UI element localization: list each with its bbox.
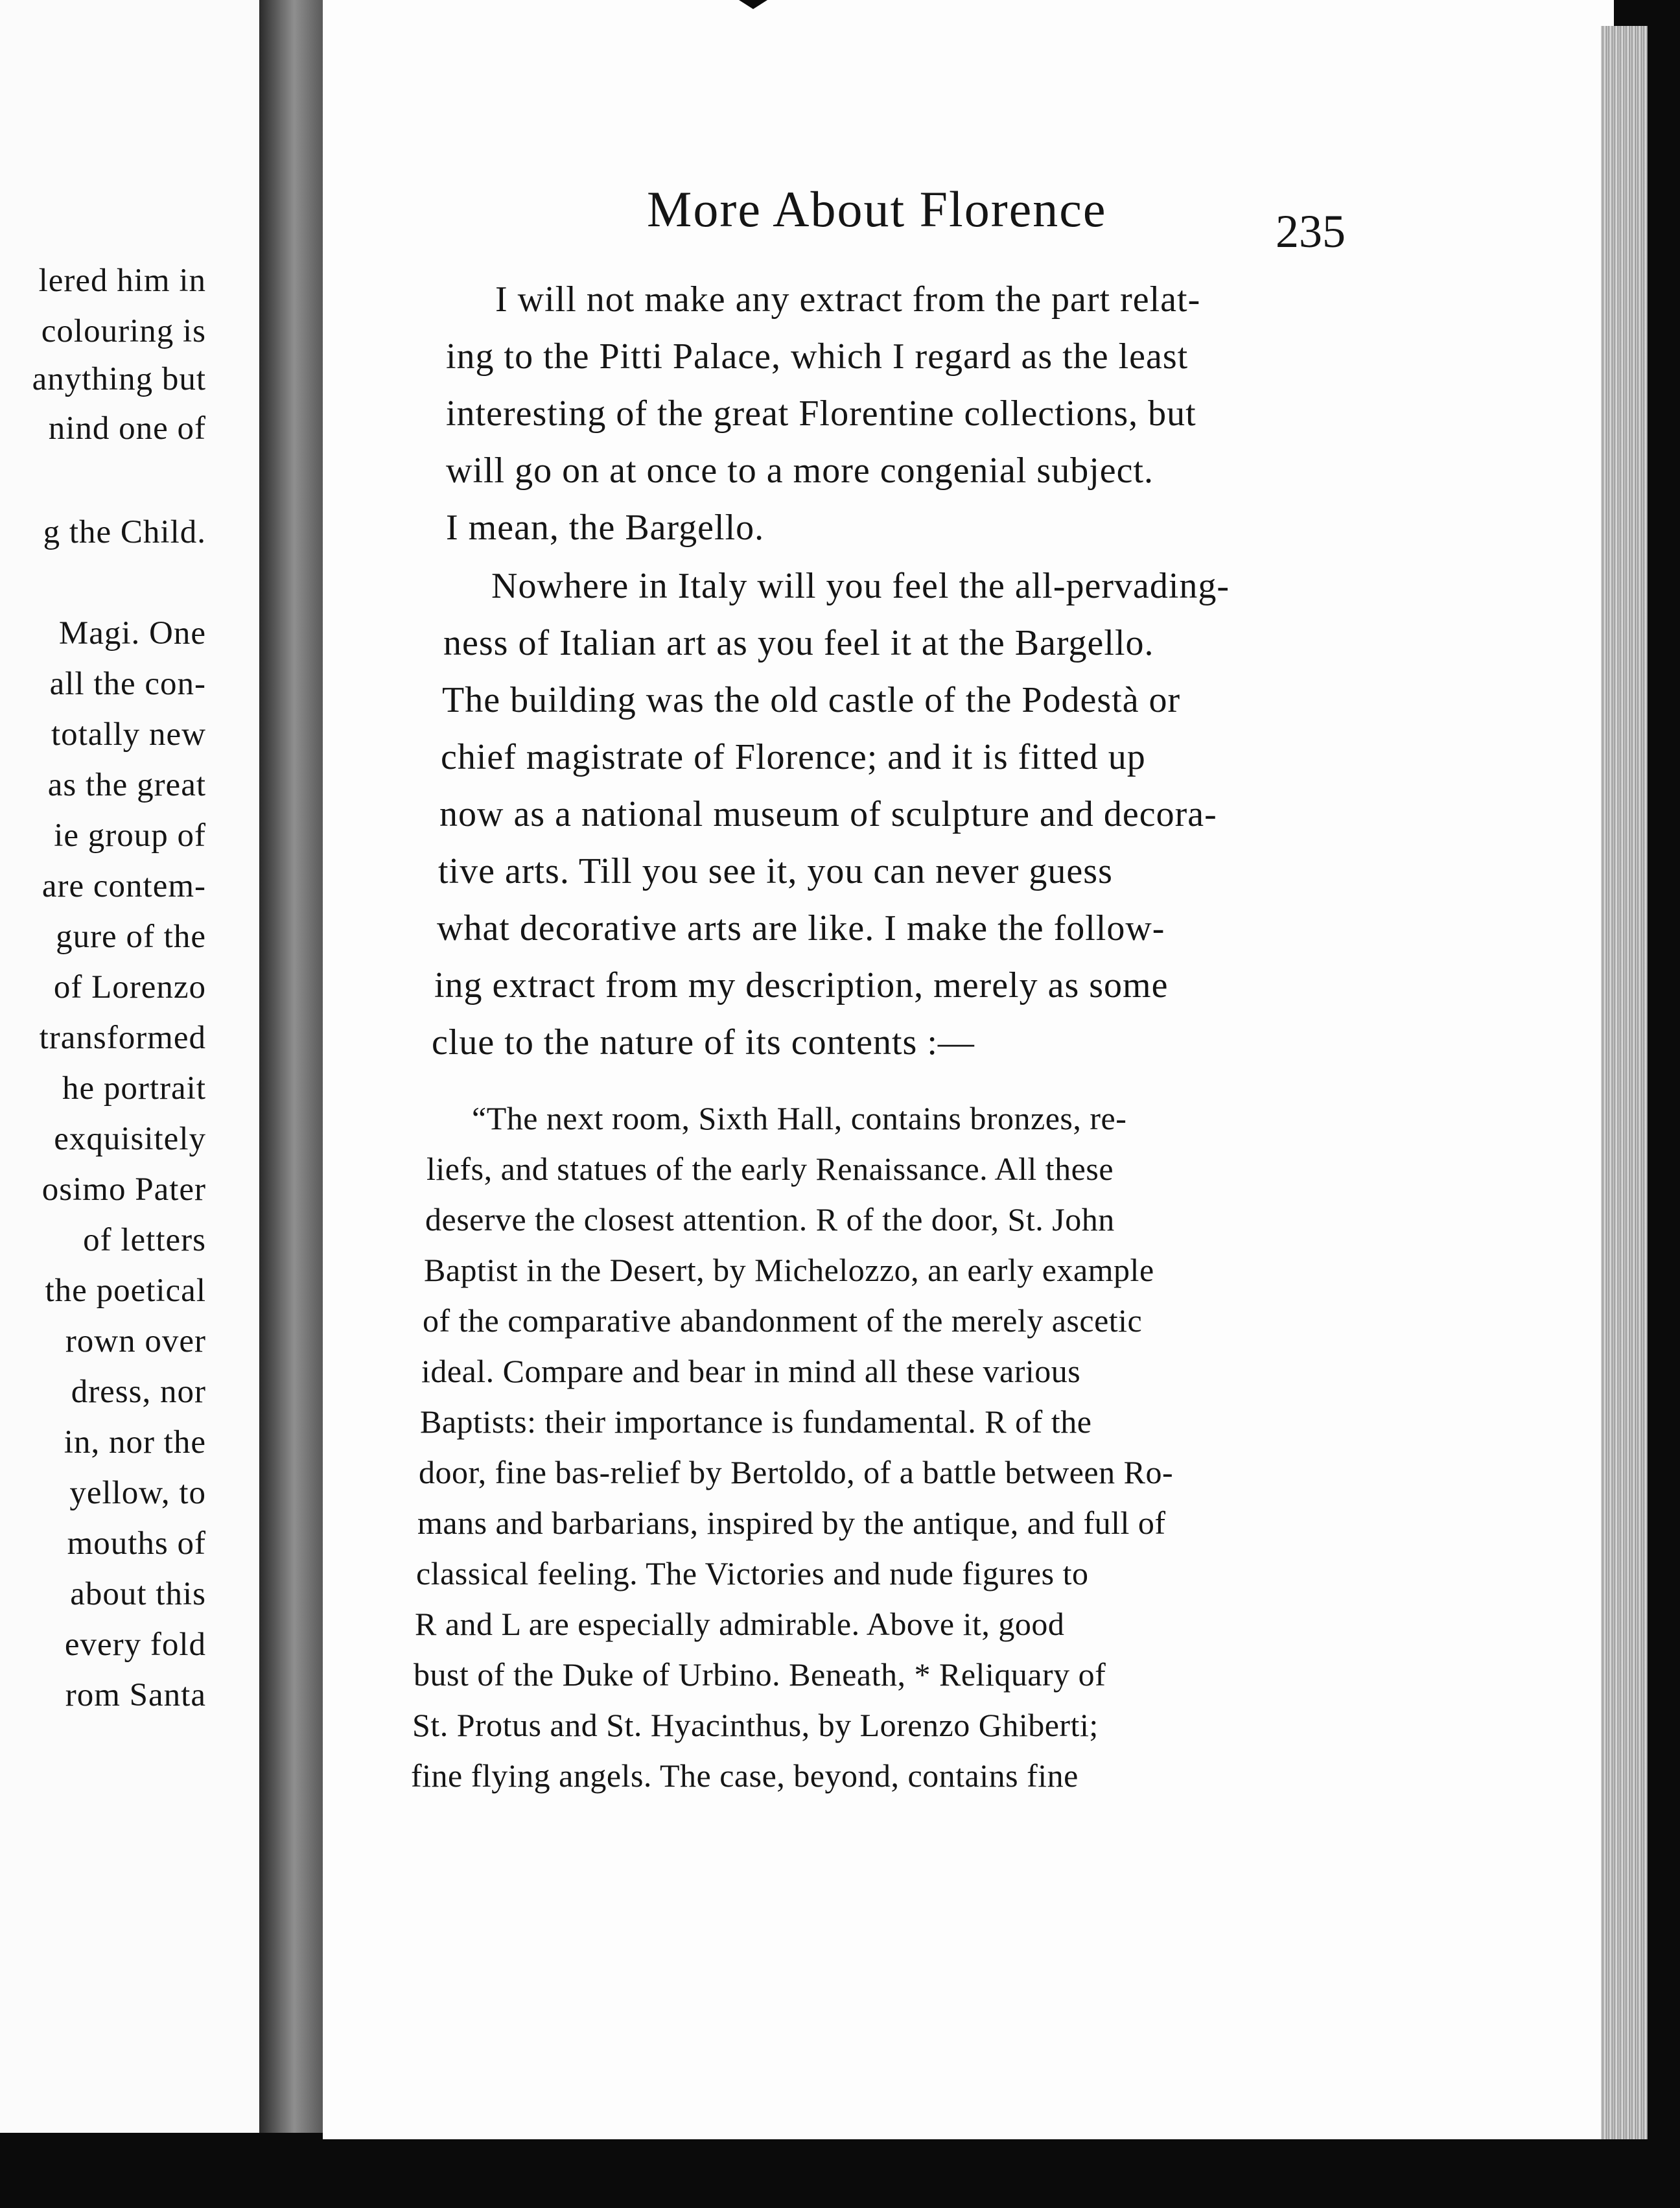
left-page-line: transformed (39, 1020, 206, 1056)
body-text-line: what decorative arts are like. I make the follow- (437, 908, 1165, 948)
quote-text-line: door, fine bas-relief by Bertoldo, of a battle between Ro- (419, 1454, 1174, 1490)
quote-text-line: liefs, and statues of the early Renaissance. All these (426, 1151, 1114, 1187)
left-page-line: about this (70, 1576, 206, 1612)
left-page-line: yellow, to (69, 1475, 206, 1511)
left-page-line: every fold (64, 1627, 206, 1663)
left-page-line: the poetical (45, 1273, 206, 1309)
body-text-line: clue to the nature of its contents :— (432, 1022, 975, 1063)
body-text-line: interesting of the great Florentine collections, but (446, 393, 1196, 434)
left-page-line: ie group of (54, 817, 206, 854)
body-text-line: I mean, the Bargello. (446, 508, 765, 548)
page-edge-stack (1601, 26, 1648, 2139)
quote-text-line: “The next room, Sixth Hall, contains bronzes, re- (472, 1100, 1127, 1136)
page-running-title: More About Florence (647, 181, 1107, 237)
quote-text-line: ideal. Compare and bear in mind all these various (421, 1353, 1081, 1389)
quote-text-line: classical feeling. The Victories and nude figures to (416, 1555, 1089, 1591)
left-page-fragment (0, 0, 259, 2133)
left-page-line: lered him in (38, 263, 206, 299)
left-page-line: nind one of (48, 410, 206, 447)
quote-text-line: Baptists: their importance is fundamental. R of the (420, 1403, 1092, 1440)
body-text-line: ness of Italian art as you feel it at the Bargello. (443, 623, 1154, 663)
left-page-line: osimo Pater (41, 1171, 206, 1208)
left-page-line: in, nor the (64, 1424, 206, 1461)
body-text-line: I will not make any extract from the part relat- (495, 279, 1201, 320)
body-text-line: The building was the old castle of the Podestà or (442, 680, 1181, 720)
left-page-line: exquisitely (54, 1121, 206, 1157)
quote-text-line: fine flying angels. The case, beyond, contains fine (411, 1757, 1079, 1794)
left-page-line: rom Santa (65, 1677, 206, 1713)
quote-text-line: Baptist in the Desert, by Michelozzo, an early example (424, 1252, 1154, 1288)
left-page-line: of letters (83, 1222, 206, 1258)
quote-text-line: bust of the Duke of Urbino. Beneath, * Reliquary of (414, 1656, 1106, 1693)
left-page-line: are contem- (41, 868, 206, 904)
left-page-line: mouths of (67, 1525, 206, 1562)
body-text-line: chief magistrate of Florence; and it is fitted up (441, 737, 1146, 777)
left-page-line: colouring is (41, 313, 206, 349)
scan-top-mark (739, 0, 767, 9)
book-gutter (259, 0, 323, 2133)
left-page-line: Magi. One (58, 615, 206, 652)
quote-text-line: deserve the closest attention. R of the door, St. John (425, 1201, 1115, 1238)
left-page-line: rown over (65, 1323, 206, 1359)
right-page (323, 0, 1614, 2139)
page-number: 235 (1276, 206, 1346, 257)
quote-text-line: R and L are especially admirable. Above it, good (415, 1606, 1065, 1642)
quote-text-line: St. Protus and St. Hyacinthus, by Lorenzo Ghiberti; (412, 1707, 1099, 1743)
left-page-line: of Lorenzo (53, 969, 206, 1005)
left-page-line: he portrait (62, 1070, 206, 1107)
body-text-line: Nowhere in Italy will you feel the all-pervading- (491, 566, 1230, 606)
body-text-line: now as a national museum of sculpture and decora- (439, 794, 1217, 834)
left-page-line: anything but (32, 361, 206, 397)
body-text-line: tive arts. Till you see it, you can never guess (438, 851, 1113, 891)
left-page-line: gure of the (56, 919, 206, 955)
left-page-line: dress, nor (71, 1374, 206, 1410)
quote-text-line: mans and barbarians, inspired by the antique, and full of (417, 1505, 1166, 1541)
body-text-line: will go on at once to a more congenial subject. (446, 451, 1154, 491)
body-text-line: ing to the Pitti Palace, which I regard as the least (446, 336, 1189, 377)
body-text-line: ing extract from my description, merely as some (434, 965, 1169, 1005)
quote-text-line: of the comparative abandonment of the merely ascetic (423, 1302, 1143, 1339)
left-page-line: all the con- (49, 666, 206, 702)
left-page-line: totally new (51, 716, 206, 753)
left-page-line: g the Child. (43, 514, 206, 550)
left-page-line: as the great (47, 767, 206, 803)
